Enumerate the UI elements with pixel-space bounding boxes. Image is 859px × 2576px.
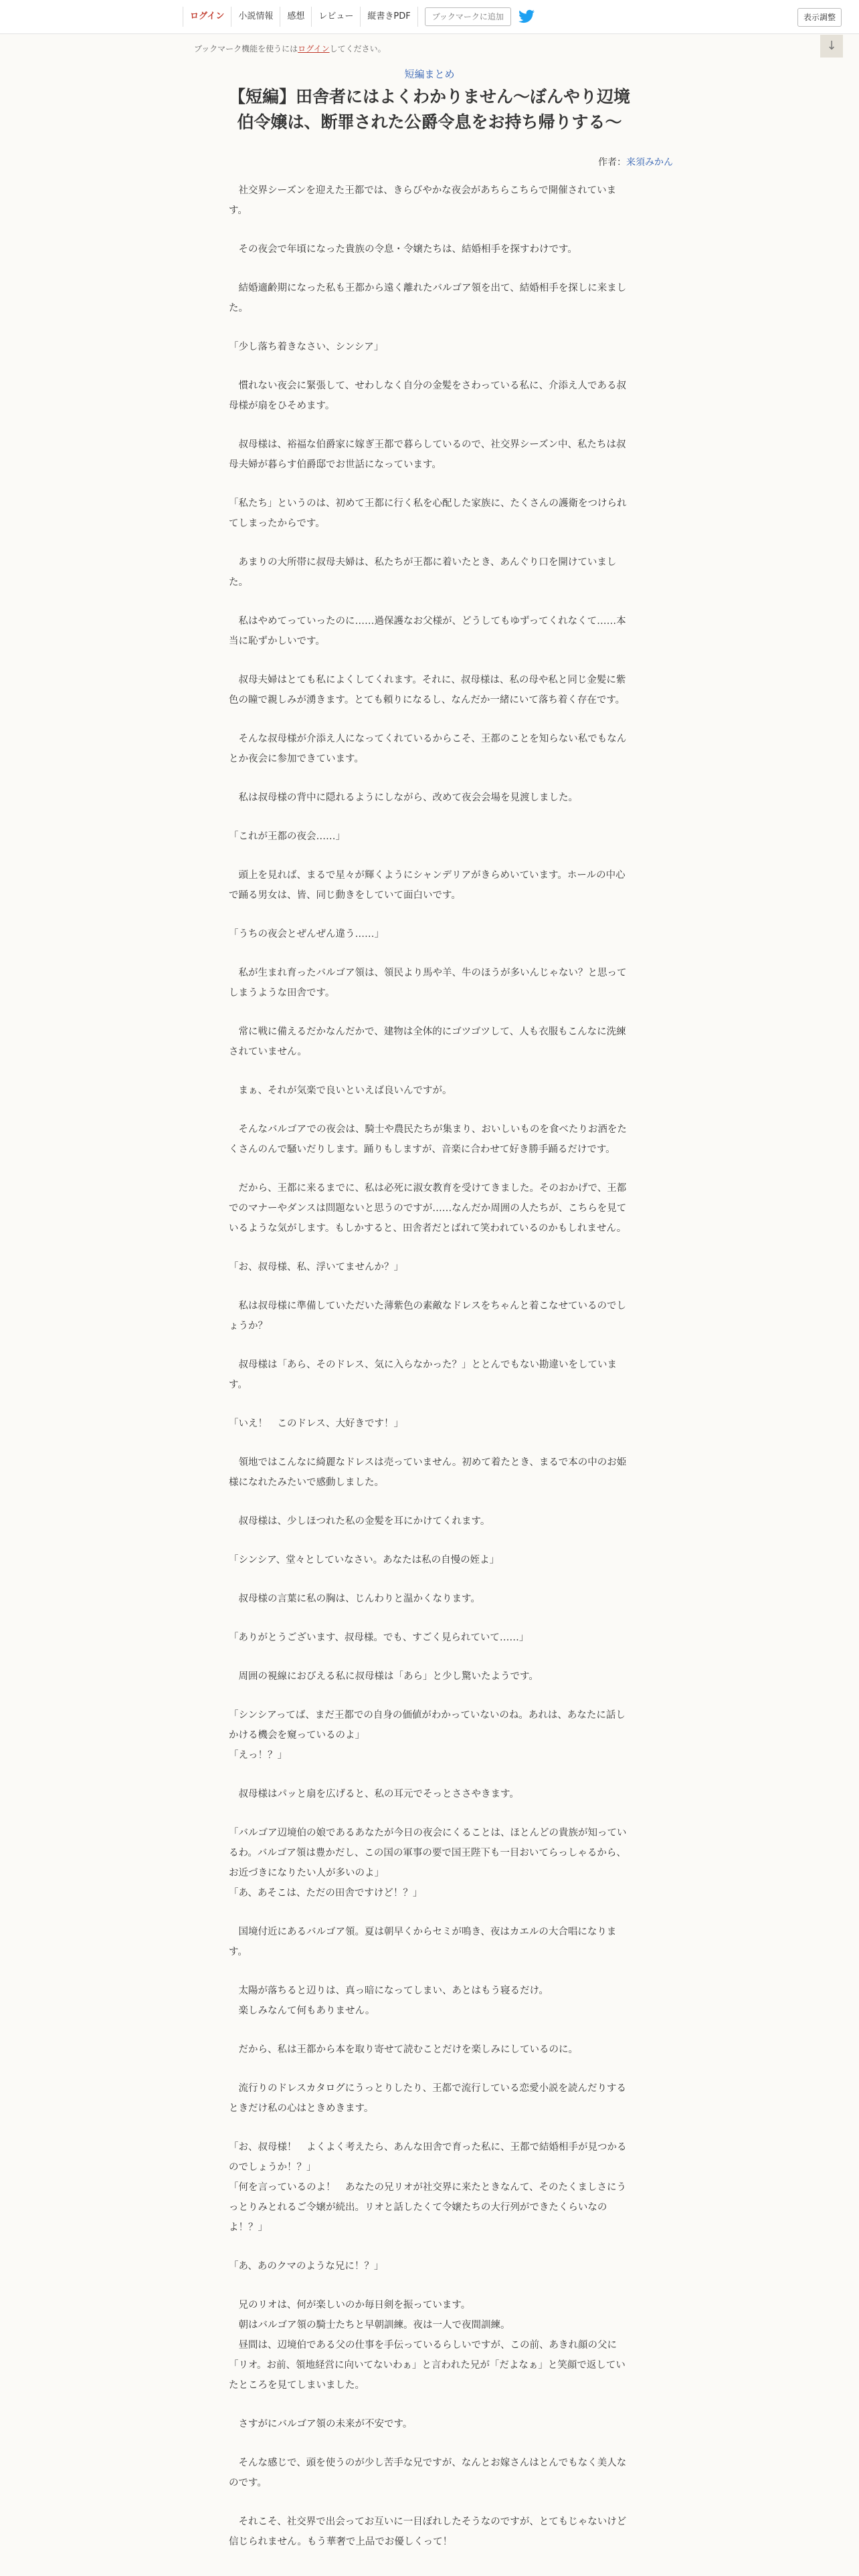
paragraph — [229, 239, 630, 259]
paragraph — [229, 1550, 630, 1570]
paragraph-line: 私が生まれ育ったバルゴア領は、領民より馬や羊、牛のほうが多いんじゃない？と思ってしまうような田舎です。 — [229, 968, 627, 998]
paragraph-line: 「私たち」というのは、初めて王都に行く私を心配した家族に、たくさんの護衛をつけられてしまったからです。 — [229, 498, 627, 529]
bookmark-login-notice — [194, 43, 386, 54]
scroll-button[interactable]: ↓ — [820, 35, 843, 58]
notice-suffix: してください。 — [329, 44, 386, 53]
paragraph-line: 「これが王都の夜会……」 — [229, 831, 345, 842]
paragraph — [229, 278, 630, 318]
paragraph-line: 私はやめてっていったのに……過保護なお父様が、どうしてもゆずってくれなくて……本当に恥ずかしいです。 — [229, 616, 626, 647]
paragraph-line: 「ありがとうございます、叔母様。でも、すごく見られていて……」 — [229, 1632, 529, 1643]
paragraph — [229, 1453, 630, 1493]
paragraph-line: 叔母様は、少しほつれた私の金髪を耳にかけてくれます。 — [229, 1516, 490, 1527]
paragraph — [229, 1296, 630, 1336]
paragraph — [229, 865, 630, 905]
paragraph-line: そんなバルゴアでの夜会は、騎士や農民たちが集まり、おいしいものを食べたりお酒をたくさんのんで騒いだりします。踊りもしますが、音楽に合わせて好き勝手踊るだけです。 — [229, 1124, 627, 1155]
paragraph-line: 叔母様はパッと扇を広げると、私の耳元でそっとささやきます。 — [229, 1789, 519, 1800]
paragraph — [229, 1511, 630, 1531]
paragraph-line: 私は叔母様に準備していただいた薄紫色の素敵なドレスをちゃんと着こなせているのでしょうか？ — [229, 1301, 627, 1331]
display-settings-button[interactable]: 表示調整 — [797, 8, 842, 27]
paragraph-line: 太陽が落ちると辺りは、真っ暗になってしまい、あとはもう寝るだけ。 — [229, 1985, 549, 1996]
paragraph — [229, 2078, 630, 2119]
paragraph-line: そんな叔母様が介添え人になってくれているからこそ、王都のことを知らない私でもなんとか夜会に参加できています。 — [229, 734, 627, 764]
paragraph — [229, 1119, 630, 1160]
paragraph — [229, 376, 630, 416]
paragraph-line: 国境付近にあるバルゴア領。夏は朝早くからセミが鳴き、夜はカエルの大合唱になります。 — [229, 1927, 617, 1957]
notice-prefix: ブックマーク機能を使うには — [194, 44, 298, 53]
review-link[interactable]: レビュー — [311, 7, 360, 27]
paragraph-line: 領地ではこんなに綺麗なドレスは売っていません。初めて着たとき、まるで本の中のお姫様になれたみたいで感動しました。 — [229, 1457, 627, 1488]
paragraph — [229, 1081, 630, 1101]
author-name-link[interactable]: 来須みかん — [626, 157, 673, 168]
paragraph-line: 頭上を見れば、まるで星々が輝くようにシャンデリアがきらめいています。ホールの中心で踊る男女は、皆、同じ動きをしていて面白いです。 — [229, 870, 626, 901]
paragraph — [229, 2453, 630, 2493]
paragraph — [229, 1823, 630, 1903]
paragraph-line: さすがにバルゴア領の未来が不安です。 — [229, 2419, 413, 2430]
paragraph-line: 「えっ！？」 — [229, 1750, 287, 1761]
paragraph-line: 叔母様の言葉に私の胸は、じんわりと温かくなります。 — [229, 1594, 480, 1604]
paragraph — [229, 1589, 630, 1609]
paragraph-line: 「お、叔母様、私、浮いてませんか？」 — [229, 1262, 403, 1273]
paragraph — [229, 435, 630, 475]
paragraph — [229, 670, 630, 710]
paragraph — [229, 2295, 630, 2395]
paragraph-line: 「お、叔母様！ よくよく考えたら、あんな田舎で育った私に、王都で結婚相手が見つかるのでしょうか！？」 — [229, 2142, 627, 2173]
paragraph-line: 「何を言っているのよ！ あなたの兄リオが社交界に来たときなんて、そのたくましさにうっとりみとれるご令嬢が続出。リオと話したくて令嬢たちの大行列ができたくらいなのよ！？」 — [229, 2182, 627, 2233]
paragraph-line: 「あ、あそこは、ただの田舎ですけど！？」 — [229, 1888, 423, 1899]
paragraph-line: 慣れない夜会に緊張して、せわしなく自分の金髪をさわっている私に、介添え人である叔母様が扇をひそめます。 — [229, 381, 627, 411]
top-navigation-bar — [0, 0, 859, 34]
paragraph — [229, 1628, 630, 1648]
paragraph-line: 兄のリオは、何が楽しいのか毎日剣を振っています。 — [229, 2300, 471, 2311]
paragraph-line: 叔母様は、裕福な伯爵家に嫁ぎ王都で暮らしているので、社交界シーズン中、私たちは叔母夫婦が暮らす伯爵邸でお世話になっています。 — [229, 439, 626, 470]
paragraph-line: 「うちの夜会とぜんぜん違う……」 — [229, 929, 384, 940]
novel-info-link[interactable]: 小説情報 — [231, 7, 280, 27]
paragraph — [229, 827, 630, 847]
paragraph-line: 「いえ！ このドレス、大好きです！」 — [229, 1418, 403, 1429]
author-label: 作者： — [598, 157, 626, 168]
nav-menu — [183, 7, 535, 27]
twitter-icon[interactable] — [518, 8, 535, 25]
paragraph — [229, 611, 630, 651]
add-bookmark-button[interactable]: ブックマークに追加 — [425, 7, 511, 26]
paragraph-line: まぁ、それが気楽で良いといえば良いんですが。 — [229, 1085, 452, 1096]
paragraph-line: 「あ、あのクマのような兄に！？」 — [229, 2261, 384, 2272]
paragraph-line: それこそ、社交界で出会ってお互いに一目ぼれしたそうなのですが、とてもじゃないけど信じられません。もう華奢で上品でお優しくって！ — [229, 2516, 627, 2547]
paragraph-line: そんな感じで、頭を使うのが少し苦手な兄ですが、なんとお嫁さんはとんでもなく美人なのです。 — [229, 2458, 627, 2488]
paragraph — [229, 2040, 630, 2060]
paragraph — [229, 1414, 630, 1434]
paragraph-line: 叔母夫婦はとても私によくしてくれます。それに、叔母様は、私の母や私と同じ金髪に紫色の瞳で親しみが湧きます。とても頼りになるし、なんだか一緒にいて落ち着く存在です。 — [229, 675, 626, 706]
paragraph — [229, 1178, 630, 1239]
paragraph — [229, 337, 630, 357]
novel-body — [229, 181, 630, 2571]
paragraph — [229, 729, 630, 769]
paragraph — [229, 1784, 630, 1804]
paragraph-line: 周囲の視線におびえる私に叔母様は「あら」と少し驚いたようです。 — [229, 1671, 539, 1682]
paragraph — [229, 1257, 630, 1277]
paragraph-line: 流行りのドレスカタログにうっとりしたり、王都で流行している恋愛小説を読んだりするときだけ私の心はときめきます。 — [229, 2083, 627, 2114]
paragraph-line: 社交界シーズンを迎えた王都では、きらびやかな夜会があちらこちらで開催されています。 — [229, 185, 617, 216]
impressions-link[interactable]: 感想 — [280, 7, 311, 27]
paragraph — [229, 1705, 630, 1765]
paragraph — [229, 552, 630, 593]
paragraph — [229, 963, 630, 1003]
paragraph-line: 「シンシア、堂々としていなさい。あなたは私の自慢の姪よ」 — [229, 1555, 500, 1566]
notice-login-link[interactable]: ログイン — [298, 44, 330, 53]
paragraph-line: 昼間は、辺境伯である父の仕事を手伝っているらしいですが、この前、あきれ顔の父に「リオ。お前、領地経営に向いてないわぁ」と言われた兄が「だよなぁ」と笑顔で返していたところを見てしまいました。 — [229, 2340, 626, 2391]
author-line — [598, 155, 673, 169]
novel-title: 【短編】田舎者にはよくわかりません〜ぼんやり辺境伯令嬢は、断罪された公爵令息をお持ち帰りする〜 — [228, 87, 630, 132]
paragraph-line: 「少し落ち着きなさい、シンシア」 — [229, 342, 384, 352]
paragraph — [229, 1022, 630, 1062]
paragraph — [229, 788, 630, 808]
paragraph-line: だから、王都に来るまでに、私は必死に淑女教育を受けてきました。そのおかげで、王都でのマナーやダンスは問題ないと思うのですが……なんだか周囲の人たちが、こちらを見ているような気がします。もしかすると、田舎者だとばれて笑われているのかもしれません。 — [229, 1183, 627, 1234]
paragraph-line: 常に戦に備えるだかなんだかで、建物は全体的にゴツゴツして、人も衣服もこんなに洗練されていません。 — [229, 1027, 626, 1057]
paragraph-line: だから、私は王都から本を取り寄せて読むことだけを楽しみにしているのに。 — [229, 2044, 578, 2055]
paragraph — [229, 181, 630, 221]
paragraph — [229, 1667, 630, 1687]
series-link[interactable]: 短編まとめ — [404, 68, 455, 80]
paragraph — [229, 1355, 630, 1395]
paragraph-line: 朝はバルゴア領の騎士たちと早朝訓練。夜は一人で夜間訓練。 — [229, 2320, 510, 2331]
paragraph — [229, 494, 630, 534]
paragraph — [229, 1981, 630, 2021]
paragraph-line: 「シンシアってば、まだ王都での自身の価値がわかっていないのね。あれは、あなたに話しかける機会を窺っているのよ」 — [229, 1710, 626, 1741]
vertical-pdf-link[interactable]: 縦書きPDF — [360, 7, 417, 27]
paragraph-line: 楽しみなんて何もありません。 — [229, 2006, 375, 2016]
paragraph-line: 叔母様は「あら、そのドレス、気に入らなかった？」ととんでもない勘違いをしています。 — [229, 1360, 617, 1390]
login-link[interactable]: ログイン — [183, 7, 231, 27]
paragraph — [229, 2256, 630, 2276]
paragraph-line: あまりの大所帯に叔母夫婦は、私たちが王都に着いたとき、あんぐり口を開けていました。 — [229, 557, 617, 588]
paragraph-line: その夜会で年頃になった貴族の令息・令嬢たちは、結婚相手を探すわけです。 — [229, 244, 577, 255]
paragraph-line: 私は叔母様の背中に隠れるようにしながら、改めて夜会会場を見渡しました。 — [229, 792, 578, 803]
paragraph — [229, 2512, 630, 2552]
paragraph — [229, 2137, 630, 2238]
paragraph — [229, 924, 630, 944]
paragraph — [229, 2414, 630, 2434]
paragraph — [229, 1922, 630, 1962]
paragraph-line: 「バルゴア辺境伯の娘であるあなたが今日の夜会にくることは、ほとんどの貴族が知っているわ。バルゴア領は豊かだし、この国の軍事の要で国王陛下も一目おいてらっしゃるから、お近づきになりたい人が多いのよ」 — [229, 1828, 627, 1879]
paragraph-line: 結婚適齢期になった私も王都から遠く離れたバルゴア領を出て、結婚相手を探しに来ました。 — [229, 283, 627, 314]
